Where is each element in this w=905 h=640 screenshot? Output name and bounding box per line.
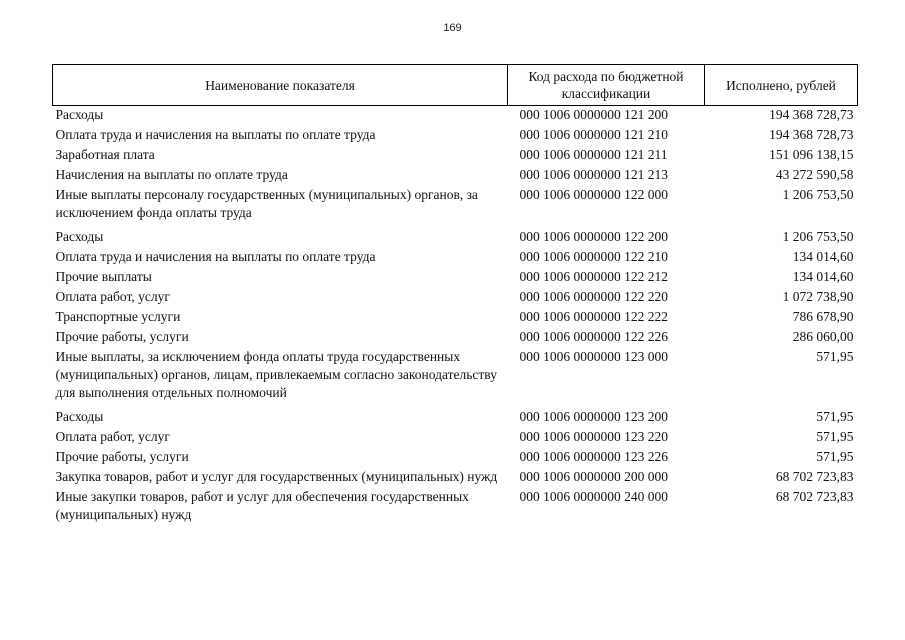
row-name: Заработная плата	[55, 147, 155, 162]
row-amount: 1 206 753,50	[782, 229, 854, 244]
row-amount: 43 272 590,58	[775, 167, 854, 182]
row-name: Начисления на выплаты по оплате труда	[55, 167, 288, 182]
row-code: 000 1006 0000000 123 220	[519, 429, 668, 444]
row-name: Расходы	[55, 229, 104, 244]
row-code: 000 1006 0000000 200 000	[519, 469, 668, 484]
table-row	[53, 488, 858, 526]
table-row	[53, 468, 858, 488]
table-row	[53, 166, 858, 186]
row-amount: 571,95	[816, 449, 854, 464]
row-code: 000 1006 0000000 121 213	[519, 167, 668, 182]
table-header	[53, 65, 858, 106]
row-name: Оплата работ, услуг	[55, 289, 170, 304]
row-code: 000 1006 0000000 122 210	[519, 249, 668, 264]
row-code: 000 1006 0000000 240 000	[519, 489, 668, 504]
row-name: Иные выплаты персоналу государственных (муниципальных) органов, за исключением фонда оплаты труда	[55, 187, 478, 220]
row-name: Транспортные услуги	[55, 309, 181, 324]
row-code: 000 1006 0000000 121 211	[519, 147, 668, 162]
table-body	[53, 106, 858, 527]
row-amount: 1 072 738,90	[782, 289, 854, 304]
row-name: Прочие работы, услуги	[55, 329, 189, 344]
row-amount: 571,95	[816, 429, 854, 444]
table-row	[53, 146, 858, 166]
row-amount: 194 368 728,73	[769, 107, 854, 122]
row-code: 000 1006 0000000 122 200	[519, 229, 668, 244]
row-amount: 571,95	[816, 409, 854, 424]
row-code: 000 1006 0000000 123 000	[519, 349, 668, 364]
row-name: Оплата труда и начисления на выплаты по оплате труда	[55, 127, 376, 142]
header-amount: Исполнено, рублей	[705, 65, 858, 106]
row-amount: 1 206 753,50	[782, 187, 854, 202]
table-row	[53, 288, 858, 308]
table-row	[53, 186, 858, 228]
row-code: 000 1006 0000000 122 212	[519, 269, 668, 284]
table-row	[53, 228, 858, 248]
row-code: 000 1006 0000000 123 226	[519, 449, 668, 464]
row-amount: 134 014,60	[792, 249, 854, 264]
header-name: Наименование показателя	[53, 65, 508, 106]
table-row	[53, 268, 858, 288]
row-code: 000 1006 0000000 122 000	[519, 187, 668, 202]
page-number: 169	[443, 22, 462, 34]
table-row	[53, 348, 858, 408]
header-code: Код расхода по бюджетной классификации	[508, 65, 705, 106]
budget-table	[52, 64, 858, 526]
row-code: 000 1006 0000000 122 222	[519, 309, 668, 324]
row-amount: 286 060,00	[792, 329, 854, 344]
row-name: Прочие выплаты	[55, 269, 152, 284]
row-name: Расходы	[55, 107, 104, 122]
row-name: Прочие работы, услуги	[55, 449, 189, 464]
row-name: Иные закупки товаров, работ и услуг для обеспечения государственных (муниципальных) нужд	[55, 489, 469, 522]
row-amount: 151 096 138,15	[769, 147, 854, 162]
row-code: 000 1006 0000000 121 200	[519, 107, 668, 122]
row-code: 000 1006 0000000 121 210	[519, 127, 668, 142]
table-row	[53, 248, 858, 268]
row-code: 000 1006 0000000 123 200	[519, 409, 668, 424]
table-row	[53, 328, 858, 348]
table-row	[53, 308, 858, 328]
row-amount: 571,95	[816, 349, 854, 364]
table-row	[53, 408, 858, 428]
row-name: Иные выплаты, за исключением фонда оплаты труда государственных (муниципальных) органов, лицам, привлекаемым согласно законодательству для выполнения отдельных полномочий	[55, 349, 497, 400]
table-row	[53, 448, 858, 468]
row-code: 000 1006 0000000 122 220	[519, 289, 668, 304]
row-name: Закупка товаров, работ и услуг для государственных (муниципальных) нужд	[55, 469, 498, 484]
row-amount: 134 014,60	[792, 269, 854, 284]
table-row	[53, 428, 858, 448]
table-row	[53, 106, 858, 127]
row-amount: 194 368 728,73	[769, 127, 854, 142]
table-row	[53, 126, 858, 146]
row-amount: 68 702 723,83	[775, 489, 854, 504]
row-amount: 68 702 723,83	[775, 469, 854, 484]
row-code: 000 1006 0000000 122 226	[519, 329, 668, 344]
row-name: Расходы	[55, 409, 104, 424]
row-name: Оплата труда и начисления на выплаты по оплате труда	[55, 249, 376, 264]
row-amount: 786 678,90	[792, 309, 854, 324]
row-name: Оплата работ, услуг	[55, 429, 170, 444]
